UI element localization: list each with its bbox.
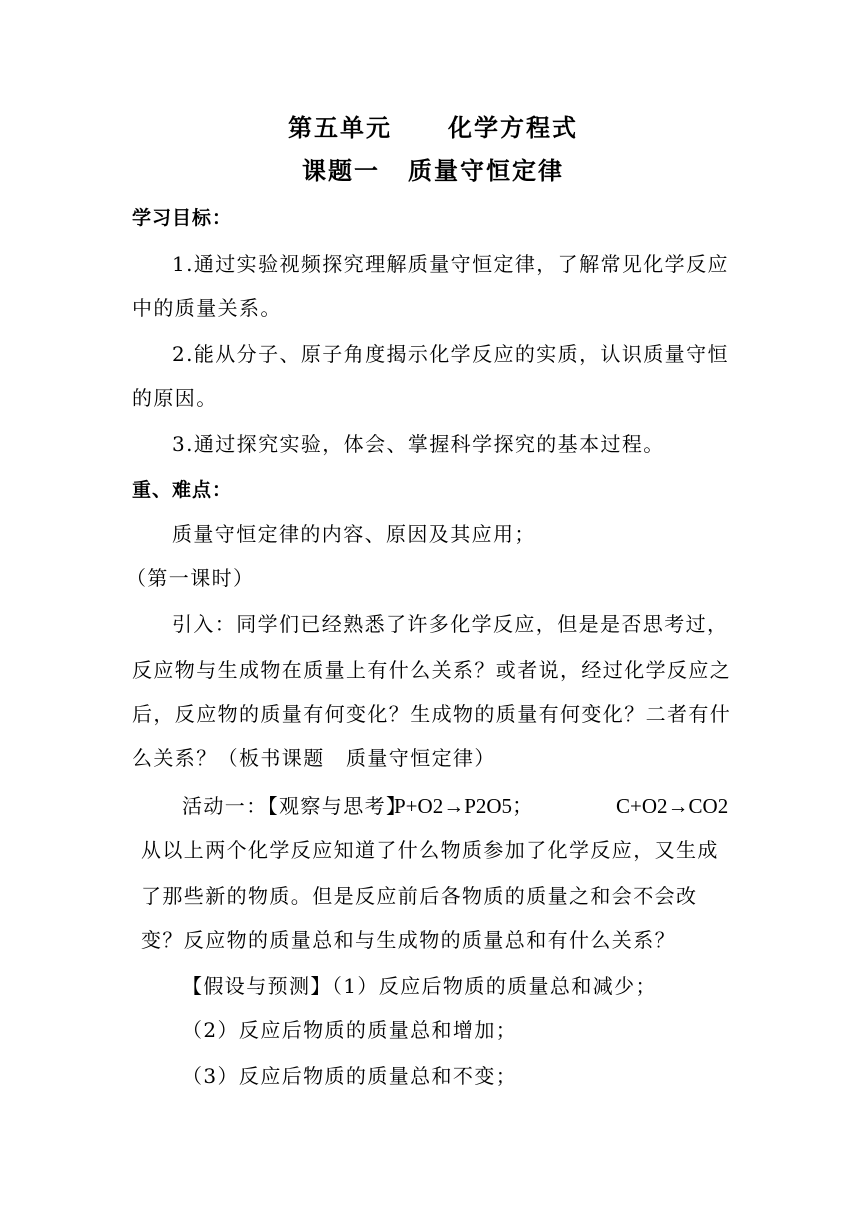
hypothesis-option-3: （3）反应后物质的质量总和不变； [182,1064,518,1088]
intro-line-2: 反应物与生成物在质量上有什么关系？或者说，经过化学反应之 [132,658,732,682]
intro-line-4: 么关系？（板书课题 质量守恒定律） [132,746,496,770]
unit-topic: 化学方程式 [448,114,578,142]
activity-line-3: 了那些新的物质。但是反应前后各物质的质量之和会不会改 [141,884,698,908]
activity-line-4: 变？反应物的质量总和与生成物的质量总和有什么关系？ [141,928,676,952]
intro-line-1: 引入：同学们已经熟悉了许多化学反应，但是是否思考过， [172,612,729,636]
equation-carbon: C+O2→CO2 [616,794,729,818]
objective-1-line-2: 中的质量关系。 [132,296,282,320]
activity-line-2: 从以上两个化学反应知道了什么物质参加了化学反应，又生成 [141,838,719,862]
equation-phosphorus: P+O2→P2O5； [394,794,534,818]
hypothesis-option-2: （2）反应后物质的质量总和增加； [182,1018,518,1042]
lesson-title [302,157,564,185]
objectives-heading: 学习目标： [132,207,233,229]
unit-title [288,114,578,142]
hypothesis-line-1 [182,974,657,998]
hypothesis-label: 【假设与预测】 [182,974,332,998]
objective-2-line-1: 2.能从分子、原子角度揭示化学反应的实质，认识质量守恒 [172,342,729,366]
activity-label: 活动一：【观察与思考】 [182,794,408,818]
objective-2-line-2: 的原因。 [132,386,218,410]
key-points-text: 质量守恒定律的内容、原因及其应用； [172,522,536,546]
unit-label: 第五单元 [288,114,392,142]
hypothesis-option-1: （1）反应后物质的质量总和减少； [331,974,657,998]
objective-1-line-1: 1.通过实验视频探究理解质量守恒定律，了解常见化学反应 [172,252,729,276]
lesson-prefix: 课题一 [302,157,380,185]
period-label: （第一课时） [126,566,255,590]
key-points-heading: 重、难点： [132,479,233,501]
lesson-name: 质量守恒定律 [408,157,564,185]
intro-line-3: 后，反应物的质量有何变化？生成物的质量有何变化？二者有什 [132,702,732,726]
objective-3: 3.通过探究实验，体会、掌握科学探究的基本过程。 [172,432,665,456]
